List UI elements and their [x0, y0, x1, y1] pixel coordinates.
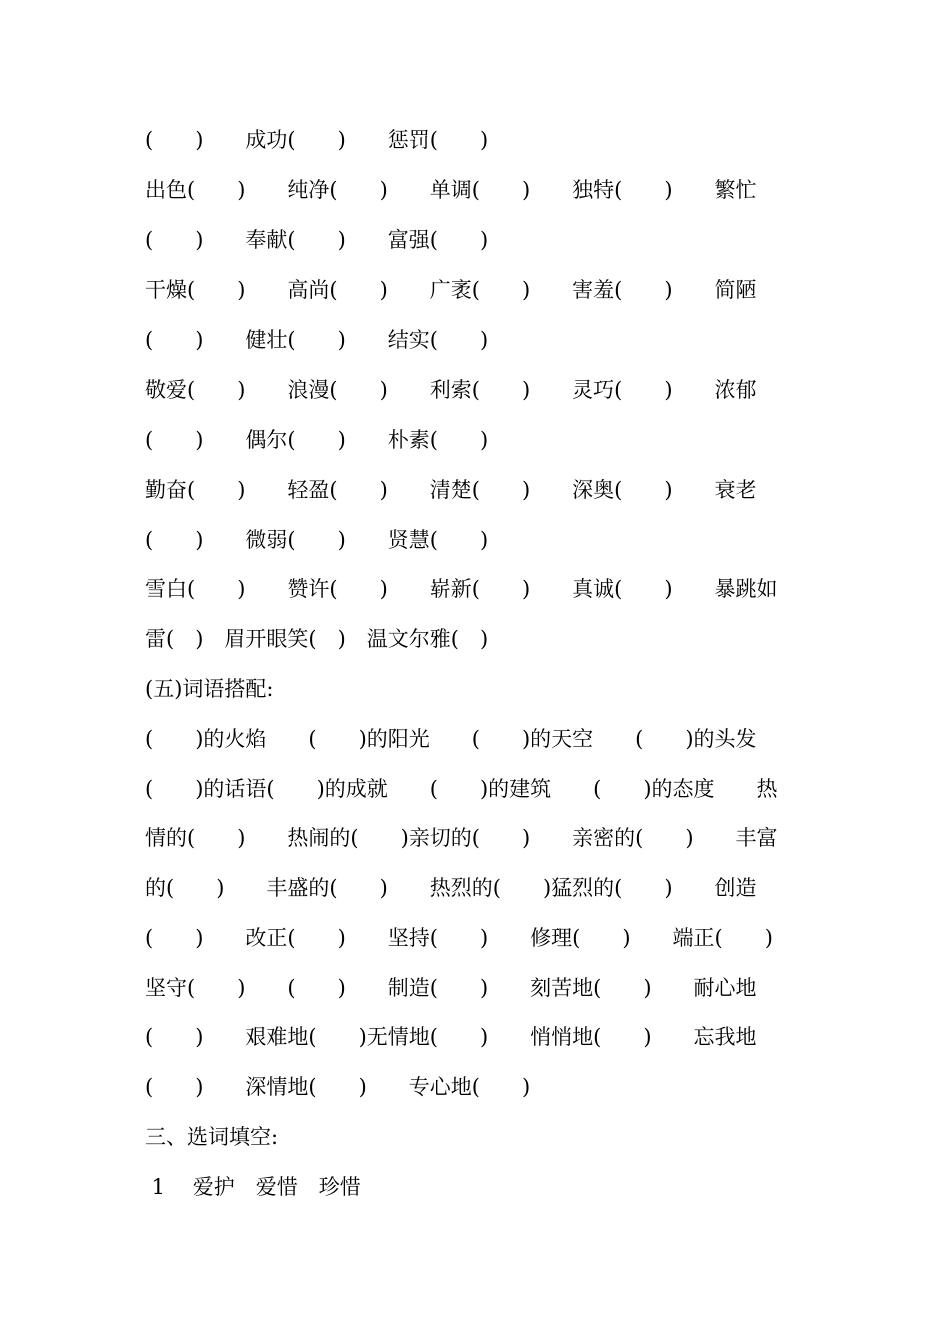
text-line	[145, 872, 807, 904]
text-line	[145, 623, 807, 655]
text-line	[145, 1171, 807, 1203]
text-line	[145, 972, 807, 1004]
line-text: 1 爱护 爱惜 珍惜	[145, 1175, 361, 1199]
section-heading	[145, 673, 807, 705]
line-text: 情的( ) 热闹的( )亲切的( ) 亲密的( ) 丰富	[145, 826, 778, 850]
line-text: 坚守( ) ( ) 制造( ) 刻苦地( ) 耐心地	[145, 976, 757, 1000]
line-text: ( ) 健壮( ) 结实( )	[145, 328, 489, 352]
line-text: ( ) 奉献( ) 富强( )	[145, 228, 489, 252]
text-line	[145, 1071, 807, 1103]
line-text: 勤奋( ) 轻盈( ) 清楚( ) 深奥( ) 衰老	[145, 478, 757, 502]
text-line	[145, 474, 807, 506]
line-text: ( ) 微弱( ) 贤慧( )	[145, 528, 489, 552]
line-text: 的( ) 丰盛的( ) 热烈的( )猛烈的( ) 创造	[145, 876, 757, 900]
line-text: 出色( ) 纯净( ) 单调( ) 独特( ) 繁忙	[145, 178, 757, 202]
line-text: ( ) 偶尔( ) 朴素( )	[145, 428, 489, 452]
line-text: ( ) 改正( ) 坚持( ) 修理( ) 端正( )	[145, 926, 773, 950]
text-line	[145, 374, 807, 406]
line-text: ( ) 艰难地( )无情地( ) 悄悄地( ) 忘我地	[145, 1025, 757, 1049]
line-text: ( )的话语( )的成就 ( )的建筑 ( )的态度 热	[145, 777, 778, 801]
line-text: (五)词语搭配:	[145, 677, 274, 701]
text-line	[145, 324, 807, 356]
line-text: 雷( ) 眉开眼笑( ) 温文尔雅( )	[145, 627, 489, 651]
text-line	[145, 822, 807, 854]
text-line	[145, 524, 807, 556]
text-line	[145, 274, 807, 306]
text-line	[145, 773, 807, 805]
line-text: ( ) 深情地( ) 专心地( )	[145, 1075, 531, 1099]
text-line	[145, 124, 807, 156]
line-text: 敬爱( ) 浪漫( ) 利索( ) 灵巧( ) 浓郁	[145, 378, 757, 402]
text-line	[145, 424, 807, 456]
line-text: ( ) 成功( ) 惩罚( )	[145, 128, 489, 152]
line-text: 雪白( ) 赞许( ) 崭新( ) 真诚( ) 暴跳如	[145, 577, 778, 601]
text-line	[145, 723, 807, 755]
text-line	[145, 573, 807, 605]
line-text: 干燥( ) 高尚( ) 广袤( ) 害羞( ) 简陋	[145, 278, 757, 302]
text-line	[145, 922, 807, 954]
text-line	[145, 224, 807, 256]
text-line	[145, 174, 807, 206]
line-text: ( )的火焰 ( )的阳光 ( )的天空 ( )的头发	[145, 727, 757, 751]
line-text: 三、选词填空:	[145, 1125, 279, 1149]
text-line	[145, 1021, 807, 1053]
section-heading	[145, 1121, 807, 1153]
